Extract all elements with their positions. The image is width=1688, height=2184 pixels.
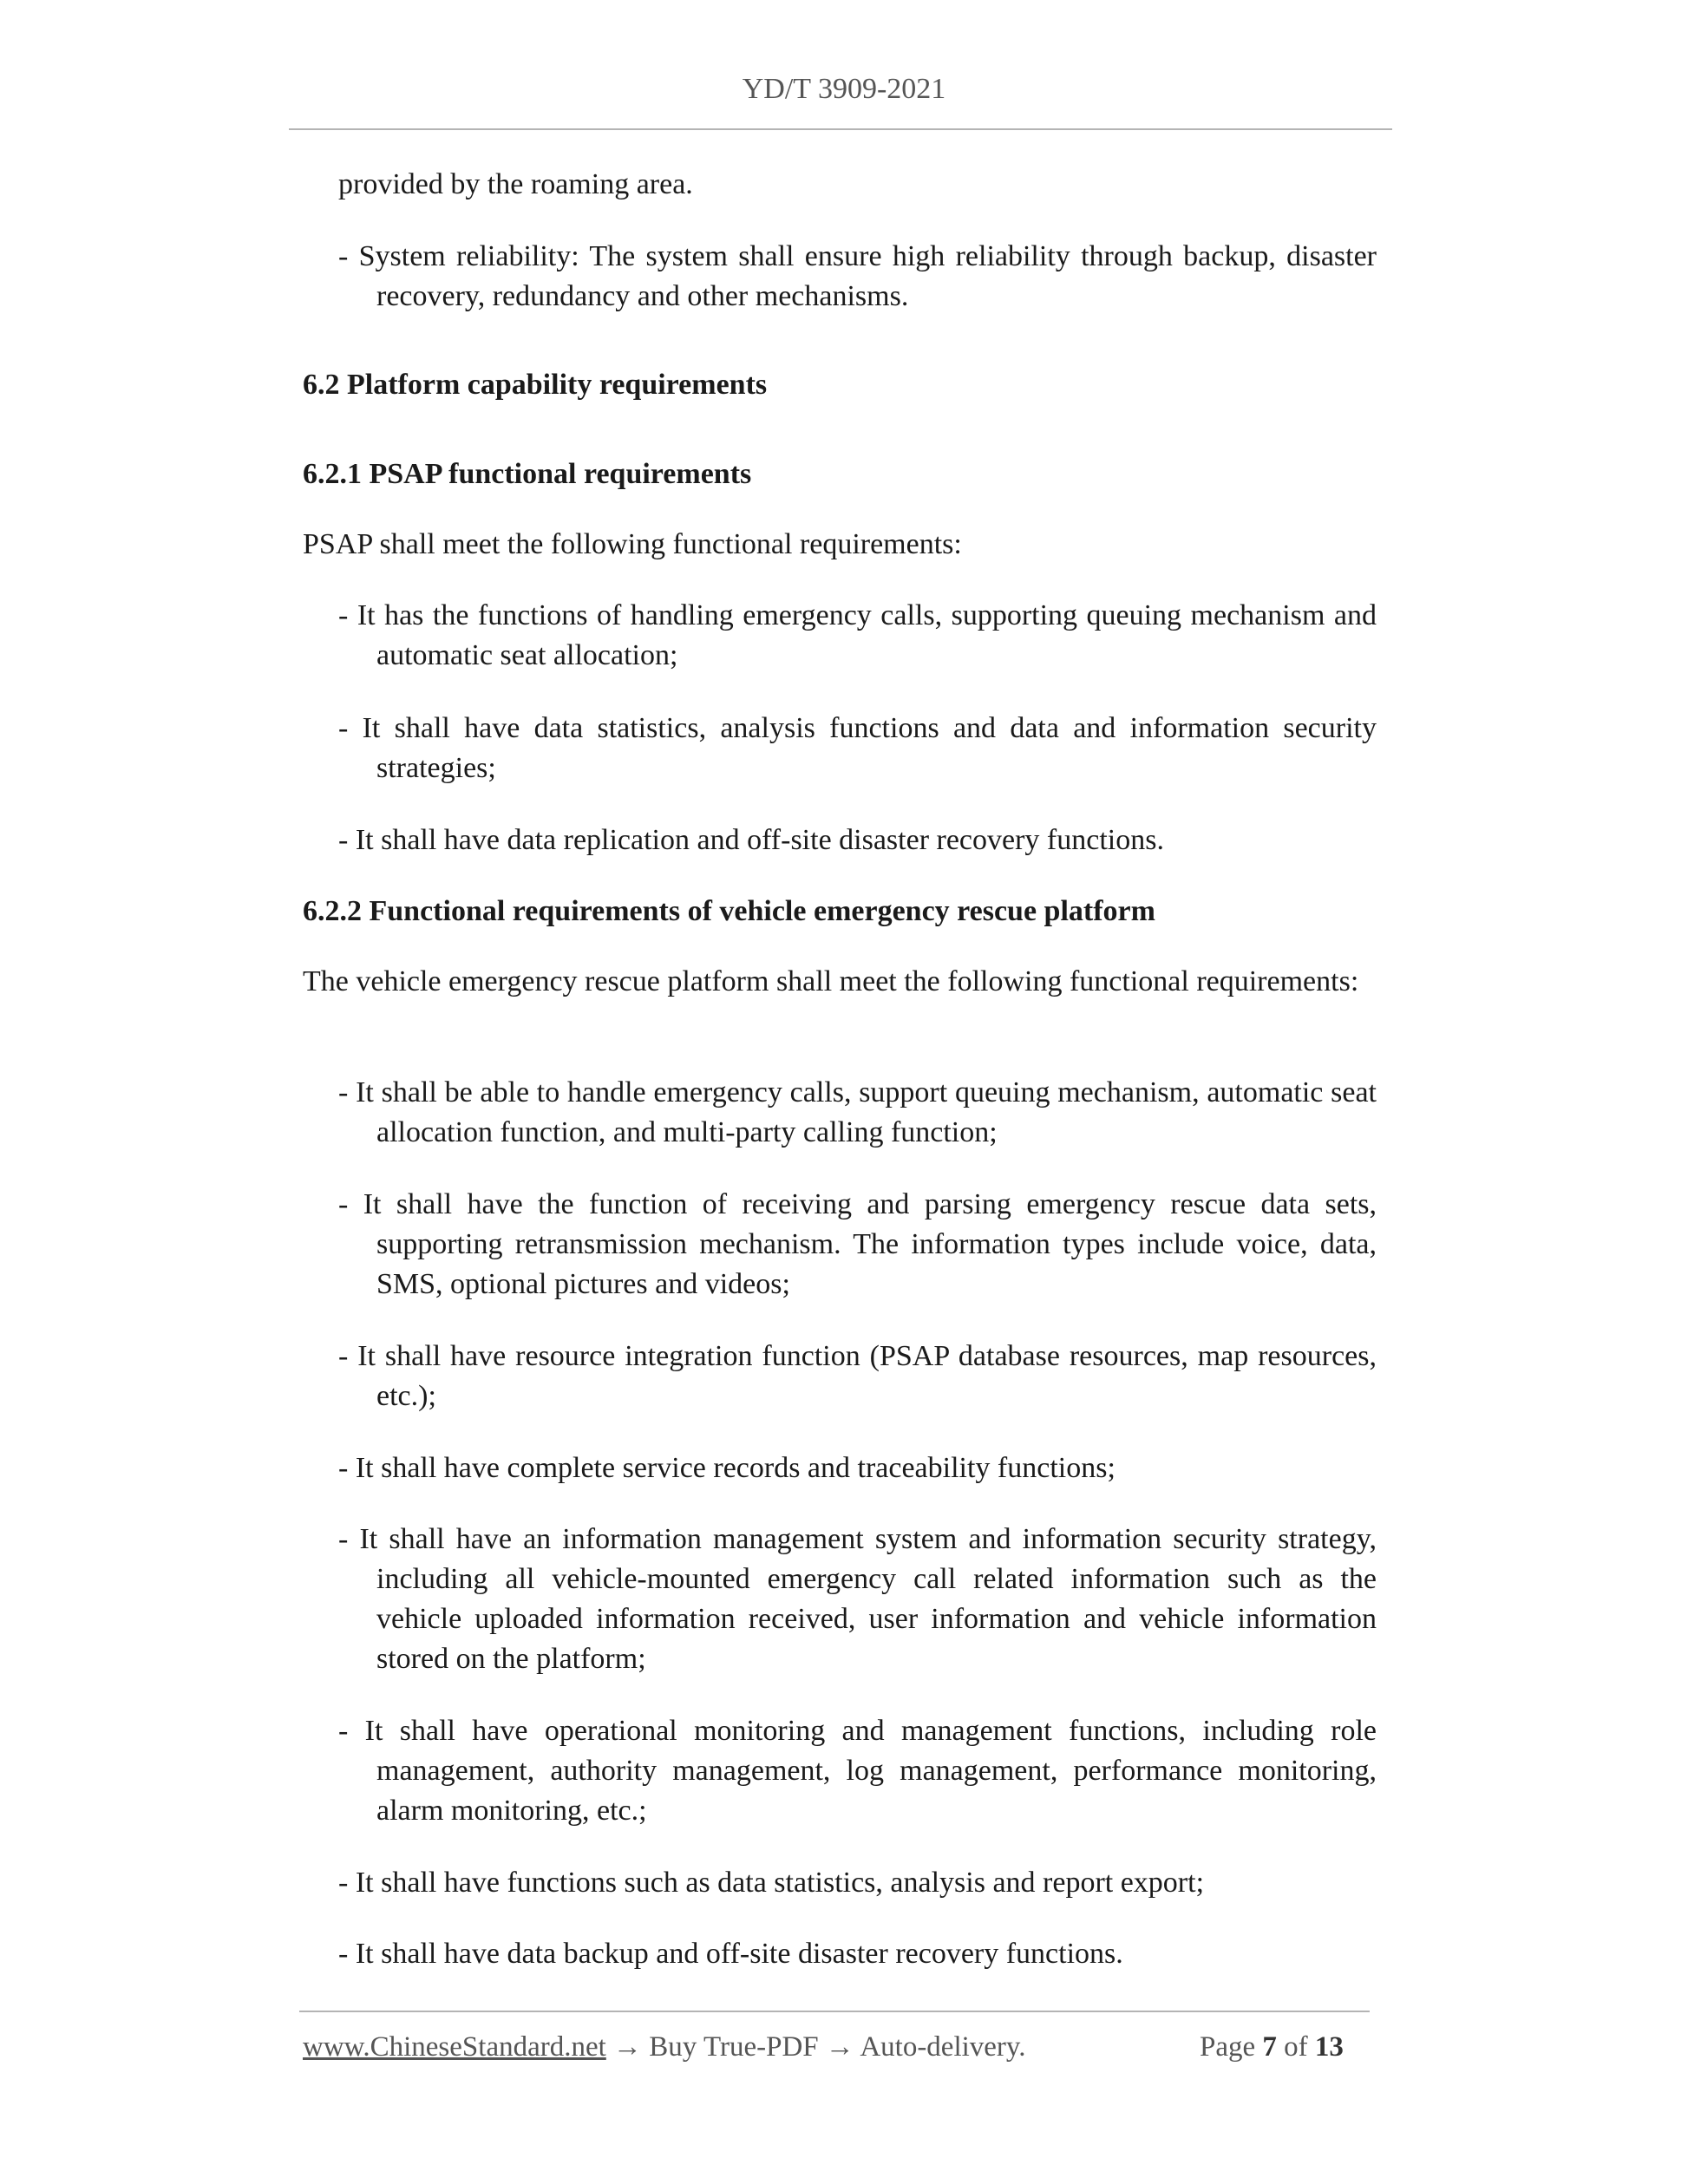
footer-promo xyxy=(303,2031,1026,2063)
site-link[interactable]: www.ChineseStandard.net xyxy=(303,2031,606,2063)
section-intro-6-2-2: The vehicle emergency rescue platform shall meet the following functional requirements: xyxy=(303,965,1359,997)
arrow-right-icon: → xyxy=(825,2031,854,2063)
arrow-right-icon: → xyxy=(613,2031,643,2063)
header-divider xyxy=(289,128,1392,130)
list-item: - It shall have data replication and off-site disaster recovery functions. xyxy=(338,824,1164,856)
section-heading-6-2: 6.2 Platform capability requirements xyxy=(303,369,768,401)
section-intro-6-2-1: PSAP shall meet the following functional requirements: xyxy=(303,528,962,560)
page-indicator xyxy=(1200,2031,1344,2063)
list-item: - It shall have an information management system and information security strategy, including all vehicle-mounted emergency call related information such as the vehicle uploaded information received, user information and vehicle information stored on the platform; xyxy=(338,1523,1377,1675)
section-heading-6-2-2: 6.2.2 Functional requirements of vehicle emergency rescue platform xyxy=(303,895,1155,927)
list-item: - It shall have complete service records and traceability functions; xyxy=(338,1452,1116,1484)
auto-delivery-text: Auto-delivery. xyxy=(860,2031,1026,2063)
continuation-text: provided by the roaming area. xyxy=(338,168,693,200)
page-label: Page xyxy=(1200,2031,1256,2063)
list-item: - It shall have resource integration function (PSAP database resources, map resources, etc.); xyxy=(338,1340,1377,1412)
section-heading-6-2-1: 6.2.1 PSAP functional requirements xyxy=(303,458,752,490)
list-item: - It shall have the function of receiving and parsing emergency rescue data sets, supporting retransmission mechanism. The information types include voice, data, SMS, optional pictures and videos; xyxy=(338,1188,1377,1300)
list-item: - It shall have data backup and off-site disaster recovery functions. xyxy=(338,1938,1123,1970)
document-id-header: YD/T 3909-2021 xyxy=(742,73,946,105)
list-item-system-reliability: - System reliability: The system shall ensure high reliability through backup, disaster recovery, redundancy and other mechanisms. xyxy=(338,240,1377,312)
page-total: 13 xyxy=(1314,2031,1344,2063)
list-item: - It has the functions of handling emergency calls, supporting queuing mechanism and automatic seat allocation; xyxy=(338,599,1377,671)
list-item: - It shall have data statistics, analysis functions and data and information security strategies; xyxy=(338,712,1377,784)
footer-divider xyxy=(299,2011,1370,2012)
of-label: of xyxy=(1284,2031,1308,2063)
page-current: 7 xyxy=(1262,2031,1277,2063)
list-item: - It shall have functions such as data statistics, analysis and report export; xyxy=(338,1867,1205,1899)
list-item-continuation xyxy=(338,165,1377,205)
buy-true-pdf-text: Buy True-PDF xyxy=(649,2031,819,2063)
list-item: - It shall be able to handle emergency calls, support queuing mechanism, automatic seat allocation function, and multi-party calling function; xyxy=(338,1076,1377,1148)
list-item: - It shall have operational monitoring and management functions, including role management, authority management, log management, performance monitoring, alarm monitoring, etc.; xyxy=(338,1715,1377,1827)
